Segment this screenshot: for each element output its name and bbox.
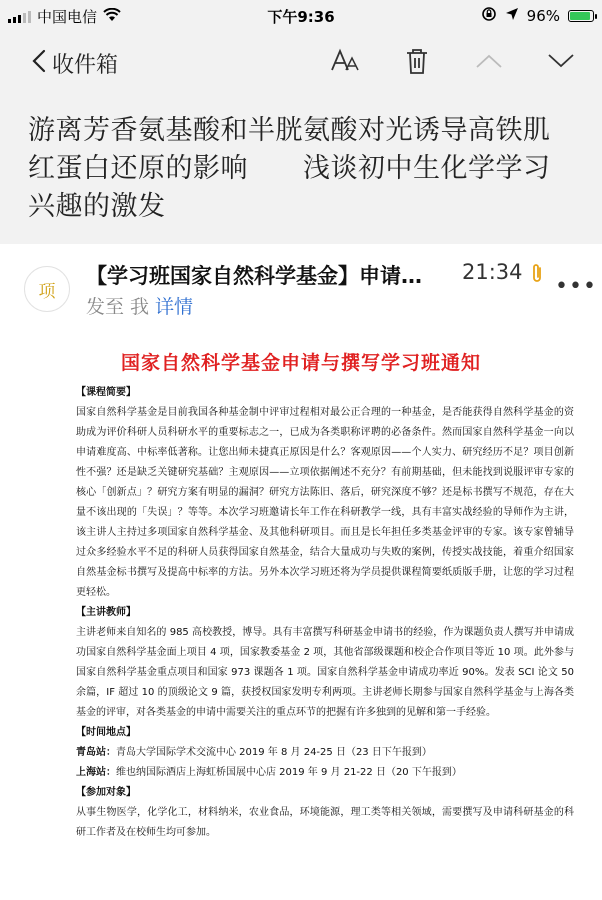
chevron-up-icon: [475, 53, 503, 69]
venue-line: [76, 743, 574, 763]
section-text: 从事生物医学，化学化工，材料纳米，农业食品，环境能源，理工类等相关领域，需要撰写及申请科研基金的科研工作者及在校师生均可参加。: [76, 807, 574, 838]
text-size-button[interactable]: [328, 44, 362, 78]
back-button[interactable]: [32, 48, 118, 79]
carrier-label: 中国电信: [37, 8, 98, 26]
avatar[interactable]: 项: [24, 266, 70, 312]
section-heading: 【课程简要】: [76, 387, 136, 398]
section-heading: 【主讲教师】: [76, 607, 136, 618]
venue-text: 青岛大学国际学术交流中心 2019 年 8 月 24-25 日（23 日下午报到）: [116, 747, 432, 758]
nav-bar: [0, 30, 602, 92]
sent-to-label: 发至 我: [86, 296, 150, 318]
status-bar: [0, 0, 602, 30]
location-icon: [505, 7, 519, 25]
delete-button[interactable]: [400, 44, 434, 78]
trash-icon: [405, 47, 429, 75]
notice-title: 国家自然科学基金申请与撰写学习班通知: [120, 352, 481, 374]
orientation-lock-icon: [481, 6, 497, 26]
battery-icon: [568, 10, 594, 22]
attachment-icon: [530, 262, 544, 288]
more-options-icon[interactable]: •••: [555, 274, 597, 299]
venue-line: [76, 763, 574, 783]
previous-message-button[interactable]: [472, 44, 506, 78]
section-text: 主讲老师来自知名的 985 高校教授，博导。具有丰富撰写科研基金申请书的经验，作为课题负责人撰写并申请成功国家自然科学基金面上项目 4 项，国家教委基金 2 项，其他省部级课题和校企合作项目等近 10 项。此外参与国家自然科学基金重点项目和国家 973 课题各 1 项。国家自然科学基金申请成功率近 90%。发表 SCI 论文 50 余篇，IF 超过 10 的顶级论文 9 篇，获授权国家发明专利两项。主讲老师长期参与国家自然科学基金与上海各类基金的评审，对各类基金的申请中需要关注的重点环节的把握有许多独到的见解和第一手经验。: [76, 627, 574, 718]
section-heading: 【参加对象】: [76, 787, 136, 798]
battery-percent: 96%: [526, 7, 560, 25]
details-link[interactable]: 详情: [155, 296, 194, 318]
next-message-button[interactable]: [544, 44, 578, 78]
sender-row: [0, 252, 602, 322]
venue-label: 青岛站：: [76, 747, 116, 758]
chevron-left-icon: [32, 49, 46, 79]
notice-body: [0, 383, 602, 843]
sender-name[interactable]: 【学习班国家自然科学基金】申请…: [86, 264, 422, 288]
recipient-line: [86, 292, 193, 319]
chevron-down-icon: [547, 53, 575, 69]
venue-label: 上海站：: [76, 767, 116, 778]
section-text: 国家自然科学基金是目前我国各种基金制中评审过程相对最公正合理的一种基金，是否能获得自然科学基金的资助成为评价科研人员科研水平的重要标志之一，已成为各类职称评聘的必备条件。然而国家自然科学基金一向以申请难度高、中标率低著称。让您出师未捷真正原因是什么？客观原因——个人实力、研究经历不足？项目创新性不强？还是缺乏关键研究基础？主观原因——立项依据阐述不充分？有前期基础，但未能找到说服评审专家的核心「创新点」？研究方案有明显的漏洞？研究方法陈旧、落后，研究深度不够？还是标书撰写不规范，存在大量不该出现的「失误」？等等。本次学习班邀请长年工作在科研教学一线，具有丰富实战经验的导师作为主讲，该主讲人主持过多项国家自然科学基金、及其他科研项目。而且是长年担任多类基金评审的专家。该专家曾辅导过众多经验水平不足的科研人员获得国家自然基金，结合大量成功与失败的案例，传授实战技能，着重介绍国家自然基金标书撰写及提高中标率的方法。另外本次学习班还将为学员提供课程简要纸质版手册，让您的学习过程更轻松。: [76, 407, 574, 598]
section-heading: 【时间地点】: [76, 727, 136, 738]
clock: 下午9:36: [267, 8, 335, 26]
venue-text: 维也纳国际酒店上海虹桥国展中心店 2019 年 9 月 21-22 日（20 下午报到）: [116, 767, 462, 778]
back-label: 收件箱: [52, 53, 119, 78]
email-body-image: [0, 334, 602, 900]
text-size-icon: [330, 48, 360, 74]
email-subject: 游离芳香氨基酸和半胱氨酸对光诱导高铁肌红蛋白还原的影响 浅谈初中生化学学习兴趣的激发: [0, 92, 602, 244]
message-time: 21:34: [462, 260, 523, 284]
